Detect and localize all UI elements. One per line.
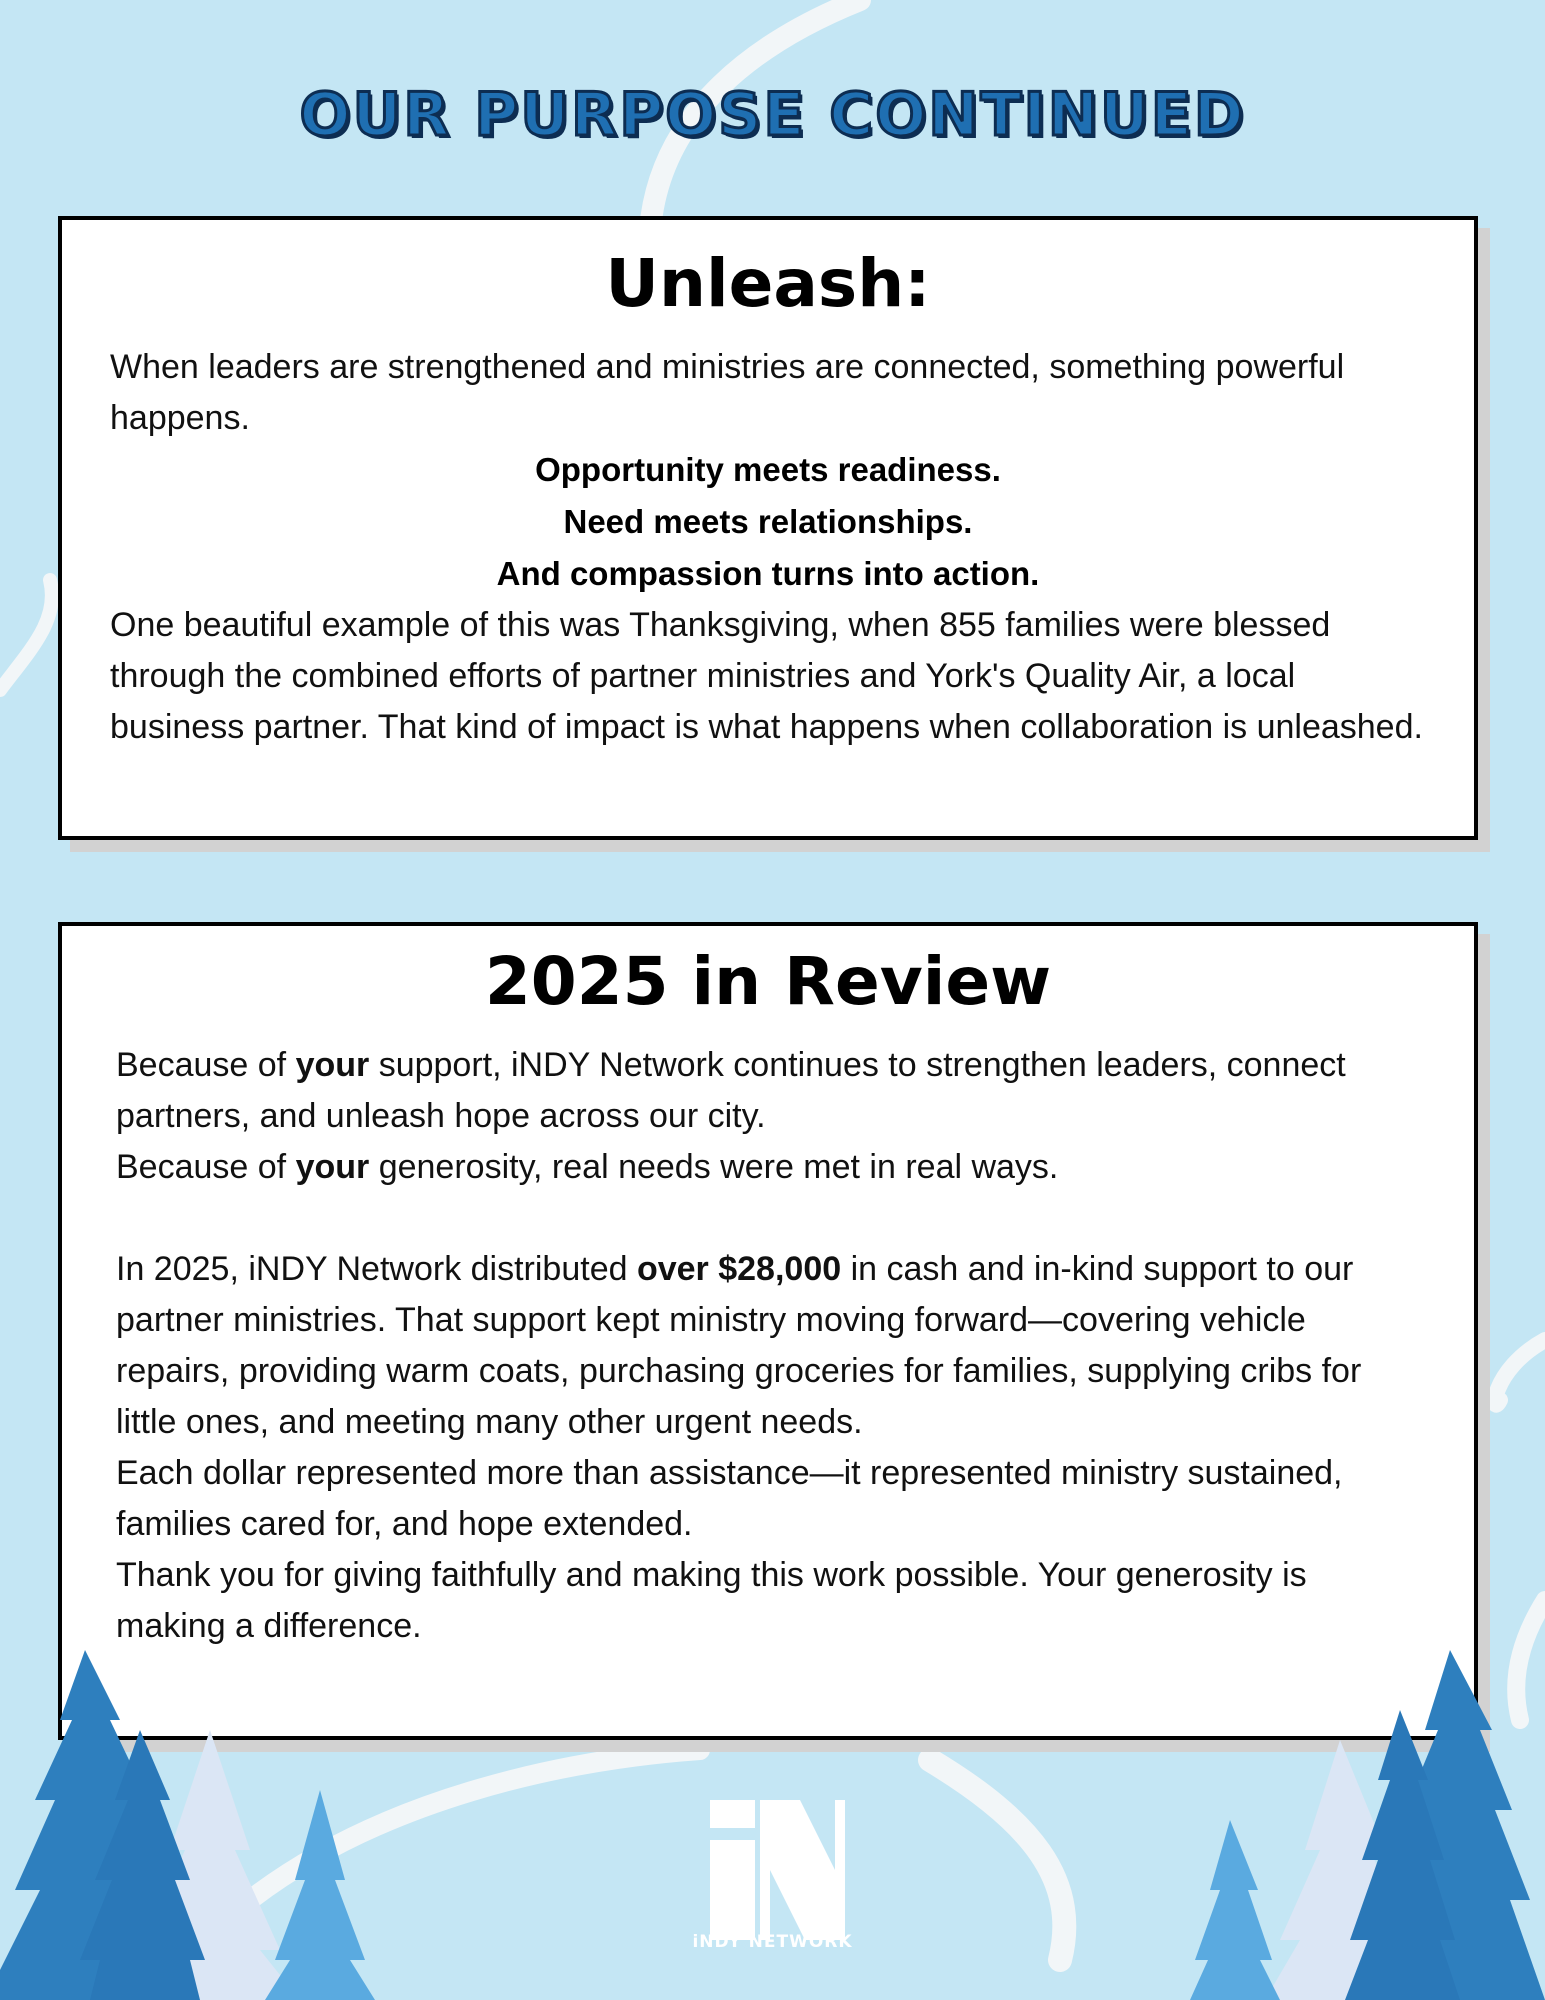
unleash-emphasis-3: And compassion turns into action. — [496, 554, 1040, 592]
unleash-heading: Unleash: — [605, 245, 931, 322]
unleash-body: One beautiful example of this was Thanksgiving, when 855 families were blessed through the combined efforts of partner ministries and York's Quality Air, a local business partner. That kind of impact is what happens when collaboration is unleashed. — [110, 605, 1423, 746]
pine-trees-left-icon — [0, 1650, 420, 2000]
unleash-emphasis-1: Opportunity meets readiness. — [535, 450, 1001, 488]
unleash-intro: When leaders are strengthened and ministries are connected, something powerful happens. — [110, 347, 1345, 437]
page-title: OUR PURPOSE CONTINUED — [299, 80, 1246, 150]
review-paragraph-2: Because of your generosity, real needs were met in real ways. — [116, 1147, 1059, 1186]
review-paragraph-5: Thank you for giving faithfully and making this work possible. Your generosity is making a difference. — [116, 1555, 1307, 1645]
review-paragraph-4: Each dollar represented more than assistance—it represented ministry sustained, families cared for, and hope extended. — [116, 1453, 1343, 1543]
review-heading: 2025 in Review — [484, 943, 1052, 1020]
unleash-card — [58, 216, 1478, 840]
pine-trees-right-icon — [1150, 1650, 1545, 2000]
review-paragraph-1: Because of your support, iNDY Network continues to strengthen leaders, connect partners, and unleash hope across our city. — [116, 1045, 1346, 1135]
indy-network-logo — [700, 1800, 845, 1940]
review-card — [58, 922, 1478, 1740]
logo-text: iNDY NETWORK — [692, 1932, 853, 1952]
review-paragraph-3: In 2025, iNDY Network distributed over $28,000 in cash and in-kind support to our partner ministries. That support kept ministry moving forward—covering vehicle repairs, providing warm coats, purchasing groceries for families, supplying cribs for little ones, and meeting many other urgent needs. — [116, 1249, 1362, 1441]
unleash-emphasis-2: Need meets relationships. — [563, 502, 973, 540]
